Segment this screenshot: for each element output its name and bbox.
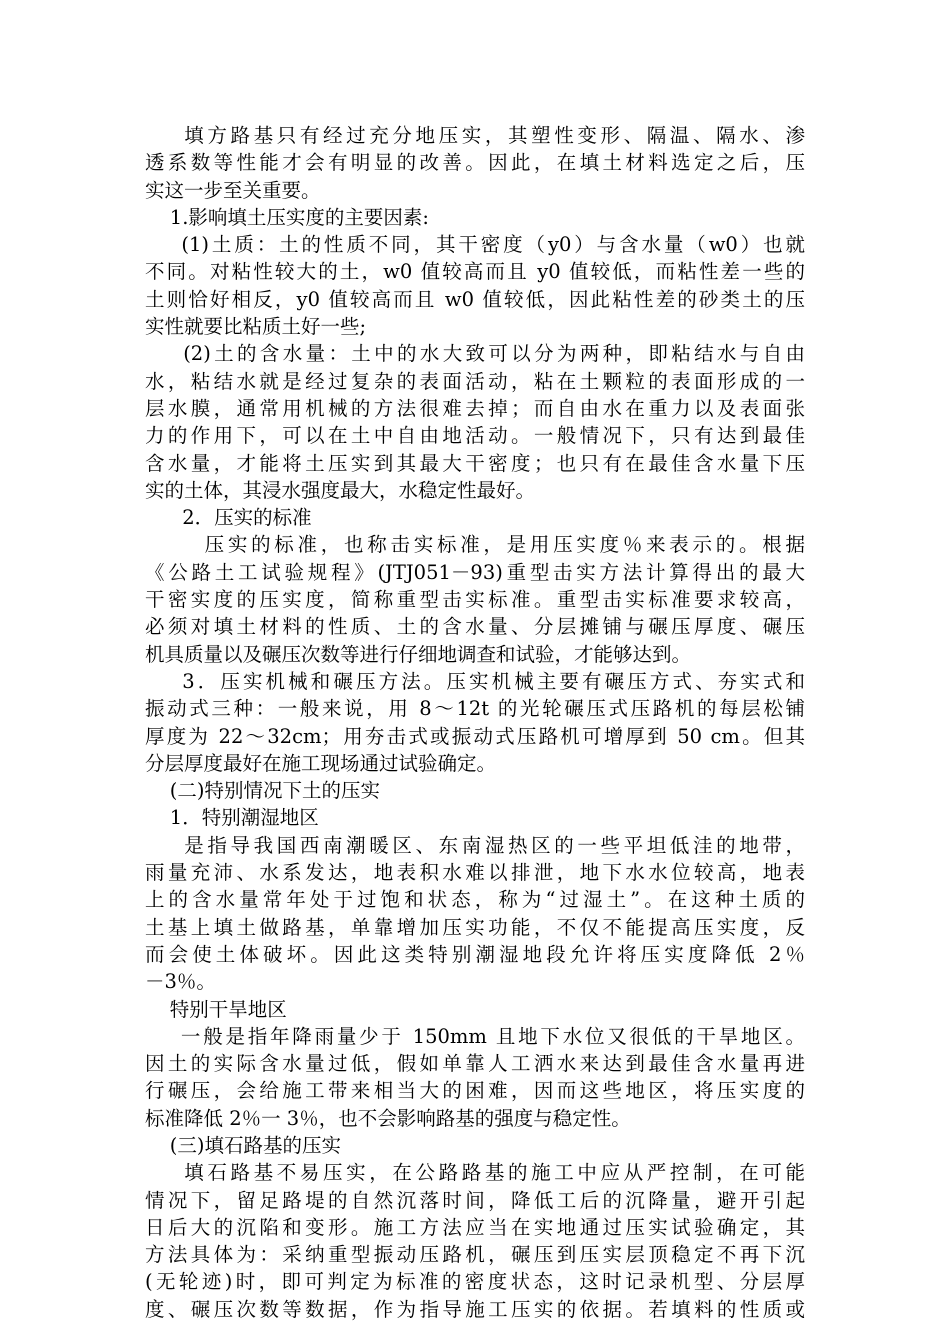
paragraph-line: 度、碾压次数等数据，作为指导施工压实的依据。若填料的性质或	[145, 1297, 805, 1321]
paragraph-line: 振动式三种：一般来说，用 8～12t 的光轮碾压式压路机的每层松铺	[145, 697, 805, 721]
paragraph-line: (1)土质：土的性质不同，其干密度（y0）与含水量（w0）也就	[145, 233, 805, 257]
paragraph-line: 3．压实机械和碾压方法。压实机械主要有碾压方式、夯实式和	[145, 669, 805, 693]
paragraph-line: 而会使土体破坏。因此这类特别潮湿地段允许将压实度降低 2％	[145, 942, 805, 966]
paragraph-line: 一般是指年降雨量少于 150mm 且地下水位又很低的干旱地区。	[145, 1024, 805, 1048]
paragraph-line: (无轮迹)时，即可判定为标准的密度状态，这时记录机型、分层厚	[145, 1270, 805, 1294]
paragraph-line: (2)土的含水量：土中的水大致可以分为两种，即粘结水与自由	[145, 342, 805, 366]
paragraph-line: 方法具体为：采纳重型振动压路机，碾压到压实层顶稳定不再下沉	[145, 1243, 805, 1267]
section-heading: 2．压实的标准	[145, 506, 312, 530]
paragraph-line: 实性就要比粘质土好一些;	[145, 315, 367, 339]
paragraph-line: 层水膜，通常用机械的方法很难去掉；而自由水在重力以及表面张	[145, 396, 805, 420]
paragraph-line: 分层厚度最好在施工现场通过试验确定。	[145, 751, 497, 775]
paragraph-line: 土则恰好相反，y0 值较高而且 w0 值较低，因此粘性差的砂类土的压	[145, 287, 805, 311]
paragraph-line: 不同。对粘性较大的土，w0 值较高而且 y0 值较低，而粘性差一些的	[145, 260, 805, 284]
paragraph-line: 机具质量以及碾压次数等进行仔细地调查和试验，才能够达到。	[145, 642, 692, 666]
paragraph-line: 压实的标准，也称击实标准，是用压实度％来表示的。根据	[145, 533, 805, 557]
document-body	[145, 122, 805, 1323]
section-heading: (二)特别情况下土的压实	[145, 779, 381, 803]
paragraph-line: 填方路基只有经过充分地压实，其塑性变形、隔温、隔水、渗	[145, 124, 805, 147]
paragraph-line: 含水量，才能将土压实到其最大干密度；也只有在最佳含水量下压	[145, 451, 805, 475]
paragraph-line: 填石路基不易压实，在公路路基的施工中应从严控制，在可能	[145, 1161, 805, 1185]
paragraph-line: 厚度为 22～32cm；用夯击式或振动式压路机可增厚到 50 cm。但其	[145, 724, 805, 748]
paragraph-line: 标准降低 2％一 3％，也不会影响路基的强度与稳定性。	[145, 1106, 631, 1130]
paragraph-line: －3％。	[145, 970, 216, 994]
paragraph-line: 实这一步至关重要。	[145, 178, 321, 202]
section-heading: 1.影响填土压实度的主要因素:	[145, 205, 429, 229]
paragraph-line: 透系数等性能才会有明显的改善。因此，在填土材料选定之后，压	[145, 151, 805, 175]
paragraph-line: 雨量充沛、水系发达，地表积水难以排泄，地下水水位较高，地表	[145, 861, 805, 885]
paragraph-line: 《公路土工试验规程》(JTJ051－93)重型击实方法计算得出的最大	[145, 560, 805, 584]
paragraph-line: 日后大的沉陷和变形。施工方法应当在实地通过压实试验确定，其	[145, 1215, 805, 1239]
paragraph-line: 是指导我国西南潮暖区、东南湿热区的一些平坦低洼的地带，	[145, 833, 805, 857]
paragraph-line: 因土的实际含水量过低，假如单靠人工洒水来达到最佳含水量再进	[145, 1052, 805, 1076]
paragraph-line: 干密实度的压实度，简称重型击实标准。重型击实标准要求较高，	[145, 588, 805, 612]
paragraph-line: 土基上填土做路基，单靠增加压实功能，不仅不能提高压实度，反	[145, 915, 805, 939]
paragraph-line: 行碾压，会给施工带来相当大的困难，因而这些地区，将压实度的	[145, 1079, 805, 1103]
paragraph-line: 力的作用下，可以在土中自由地活动。一般情况下，只有达到最佳	[145, 424, 805, 448]
paragraph-line: 必须对填土材料的性质、土的含水量、分层摊铺与碾压厚度、碾压	[145, 615, 805, 639]
paragraph-line: 上的含水量常年处于过饱和状态，称为“过湿土”。在这种土质的	[145, 888, 805, 912]
section-heading: 特别干旱地区	[145, 997, 287, 1021]
paragraph-line: 实的土体，其浸水强度最大，水稳定性最好。	[145, 478, 536, 502]
paragraph-line: 情况下，留足路堤的自然沉落时间，降低工后的沉降量，避开引起	[145, 1188, 805, 1212]
section-heading: 1．特别潮湿地区	[145, 806, 319, 830]
section-heading: (三)填石路基的压实	[145, 1133, 342, 1157]
paragraph-line: 水，粘结水就是经过复杂的表面活动，粘在土颗粒的表面形成的一	[145, 369, 805, 393]
